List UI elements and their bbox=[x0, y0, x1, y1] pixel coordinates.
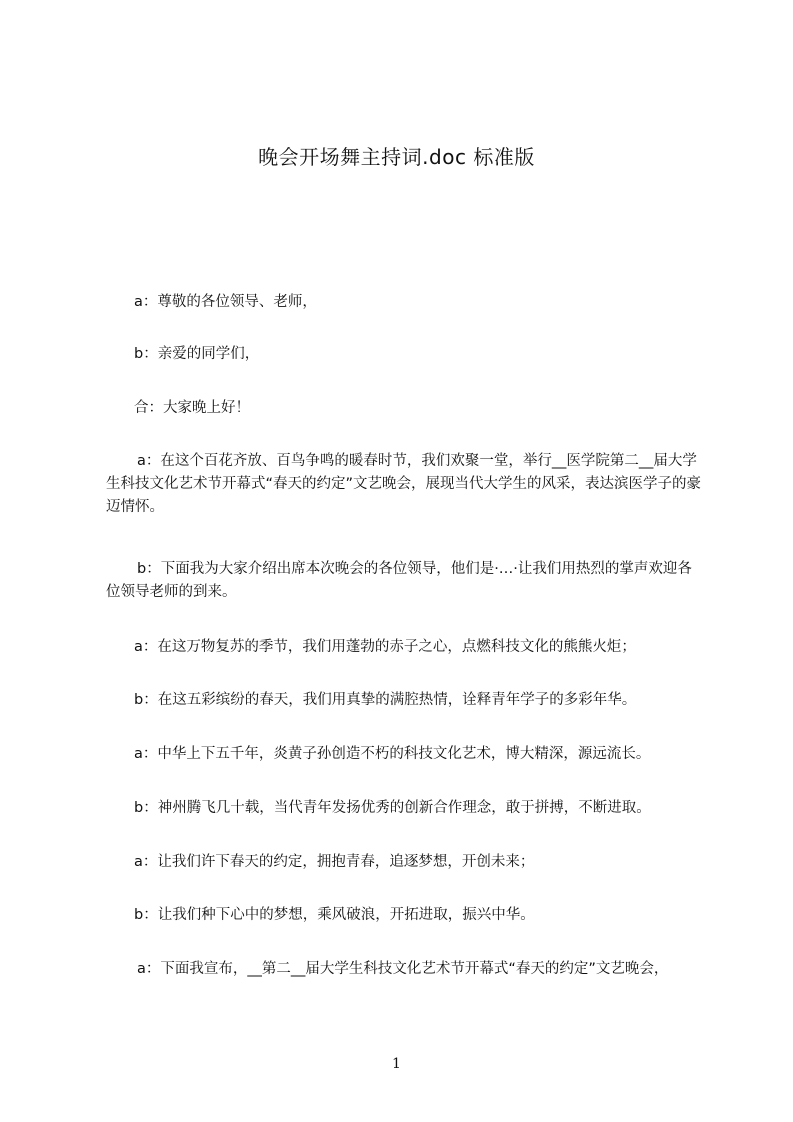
paragraph-culture-b: b：神州腾飞几十载，当代青年发扬优秀的创新合作理念，敢于拼搏，不断进取。 bbox=[134, 800, 651, 816]
paragraph-spring-b: b：在这五彩缤纷的春天，我们用真挚的满腔热情，诠释青年学子的多彩年华。 bbox=[134, 692, 637, 708]
document-title: 晚会开场舞主持词.doc 标准版 bbox=[258, 145, 535, 169]
paragraph-opening-a: a：在这个百花齐放、百鸟争鸣的暖春时节，我们欢聚一堂，举行__医学院第二__届大学生科技文化艺术节开幕式“春天的约定”文艺晚会，展现当代大学生的风采，表达滨医学子的豪迈情怀。 bbox=[106, 453, 702, 515]
page-number: 1 bbox=[392, 1056, 401, 1072]
paragraph-greeting-a: a：尊敬的各位领导、老师， bbox=[134, 294, 317, 310]
paragraph-introduce-leaders-b: b：下面我为大家介绍出席本次晚会的各位领导，他们是·…·让我们用热烈的掌声欢迎各位领导老师的到来。 bbox=[106, 561, 692, 600]
paragraph-dream-b: b：让我们种下心中的梦想，乘风破浪，开拓进取，振兴中华。 bbox=[134, 907, 535, 923]
paragraph-spring-a: a：在这万物复苏的季节，我们用蓬勃的赤子之心，点燃科技文化的熊熊火炬； bbox=[134, 639, 636, 655]
paragraph-greeting-b: b：亲爱的同学们， bbox=[134, 346, 260, 362]
paragraph-culture-a: a：中华上下五千年，炎黄子孙创造不朽的科技文化艺术，博大精深，源远流长。 bbox=[134, 746, 651, 762]
paragraph-promise-a: a：让我们许下春天的约定，拥抱青春，追逐梦想，开创未来； bbox=[134, 854, 535, 870]
paragraph-greeting-together: 合：大家晚上好！ bbox=[134, 400, 250, 416]
paragraph-announce-a: a：下面我宣布，__第二__届大学生科技文化艺术节开幕式“春天的约定”文艺晚会， bbox=[137, 961, 669, 977]
